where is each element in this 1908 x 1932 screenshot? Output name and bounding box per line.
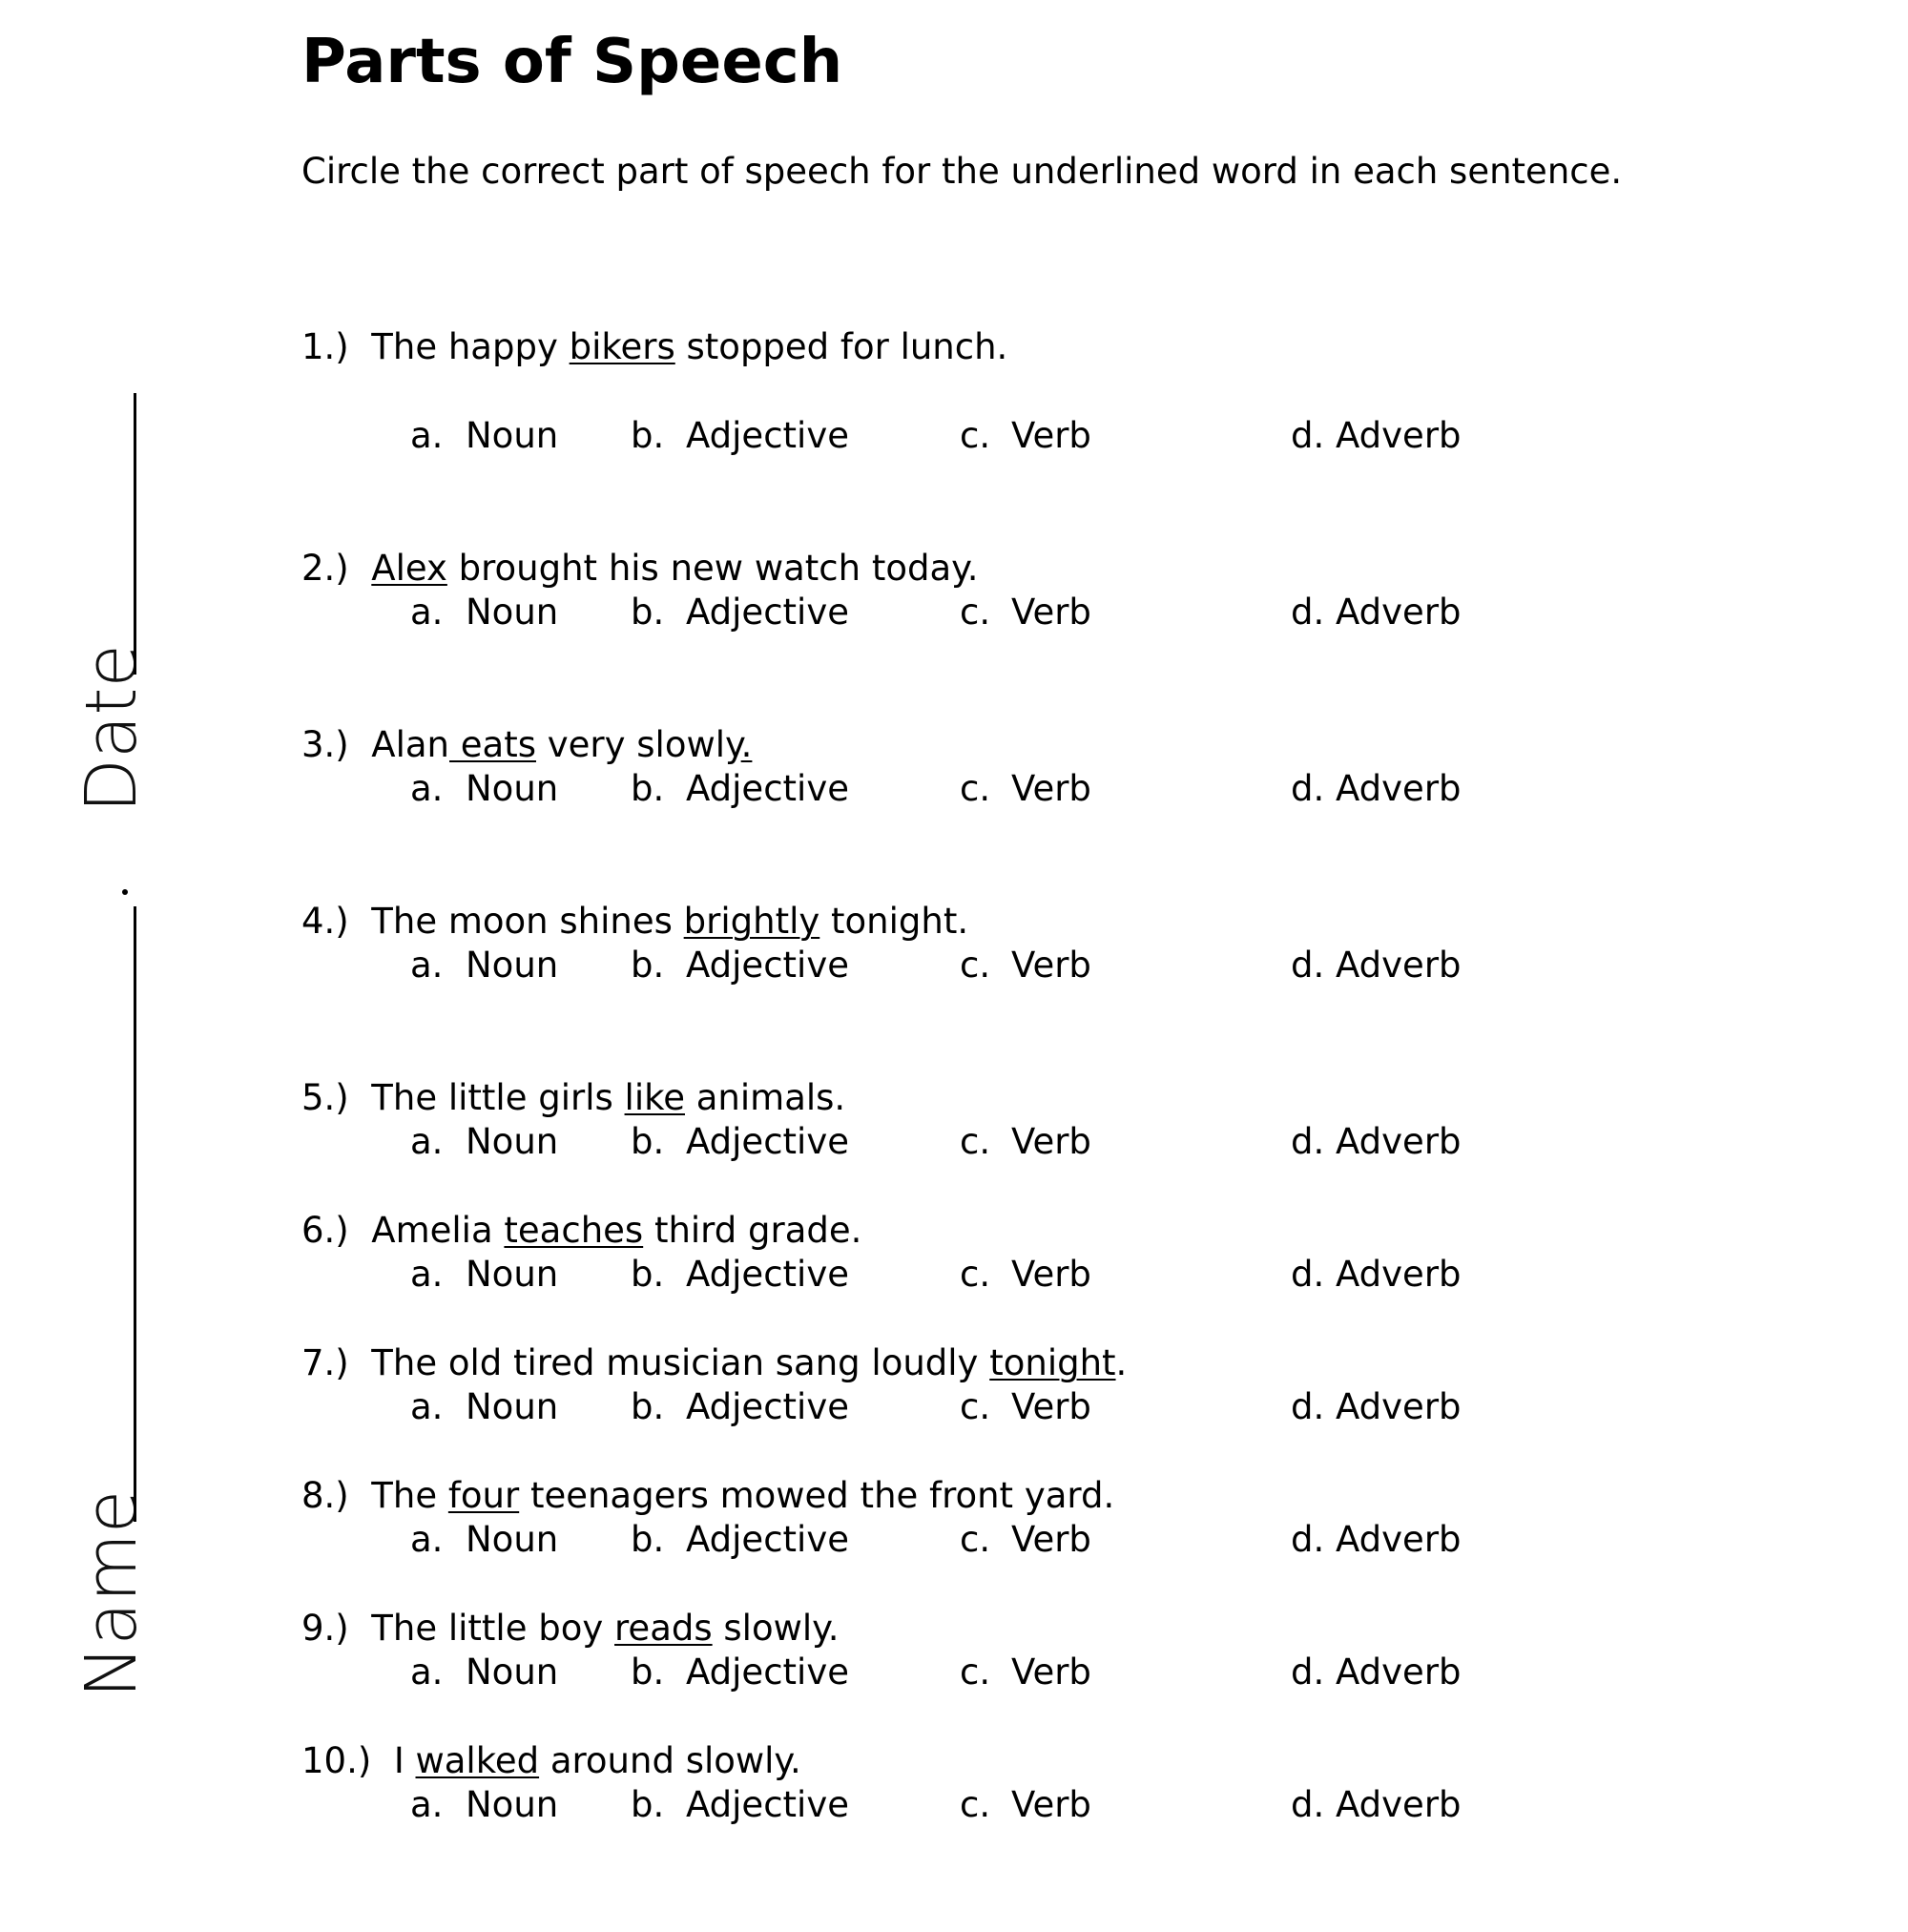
sentence-after: teenagers mowed the front yard. — [519, 1475, 1115, 1516]
underlined-word: eats — [449, 724, 536, 765]
question-number: 8.) — [301, 1475, 349, 1516]
sentence-after: very slowly — [535, 724, 741, 765]
underlined-word: Alex — [371, 548, 447, 589]
sentence-after: . — [1115, 1342, 1128, 1383]
option-c[interactable]: c. Verb — [960, 1784, 1091, 1825]
question-number: 3.) — [301, 724, 349, 765]
option-a[interactable]: a. Noun — [410, 945, 559, 986]
option-d[interactable]: d. Adverb — [1291, 415, 1462, 456]
underlined-word: walked — [415, 1740, 540, 1781]
question-number: 6.) — [301, 1210, 349, 1251]
date-label: Date — [71, 644, 153, 813]
option-d[interactable]: d. Adverb — [1291, 1121, 1462, 1162]
answer-options — [301, 415, 1542, 459]
name-blank-line — [134, 906, 136, 1522]
question-sentence — [301, 1475, 1114, 1516]
question-sentence — [301, 1740, 801, 1781]
question-number: 10.) — [301, 1740, 372, 1781]
option-a[interactable]: a. Noun — [410, 1254, 559, 1295]
sentence-after: brought his new watch today. — [446, 548, 979, 589]
question-3 — [301, 724, 1462, 809]
option-c[interactable]: c. Verb — [960, 592, 1091, 633]
option-a[interactable]: a. Noun — [410, 1121, 559, 1162]
option-d[interactable]: d. Adverb — [1291, 1254, 1462, 1295]
option-c[interactable]: c. Verb — [960, 1386, 1091, 1427]
answer-options — [301, 1519, 1542, 1563]
option-c[interactable]: c. Verb — [960, 945, 1091, 986]
option-c[interactable]: c. Verb — [960, 1652, 1091, 1693]
question-sentence — [301, 548, 979, 589]
sentence-before: I — [393, 1740, 416, 1781]
underlined-word: brightly — [683, 901, 820, 942]
option-b[interactable]: b. Adjective — [631, 1386, 849, 1427]
option-a[interactable]: a. Noun — [410, 1519, 559, 1560]
name-label: Name — [71, 1489, 153, 1698]
sentence-before: The happy — [371, 326, 570, 367]
question-7 — [301, 1342, 1462, 1427]
underlined-period: . — [740, 724, 753, 765]
option-a[interactable]: a. Noun — [410, 1386, 559, 1427]
option-d[interactable]: d. Adverb — [1291, 768, 1462, 809]
option-d[interactable]: d. Adverb — [1291, 592, 1462, 633]
option-a[interactable]: a. Noun — [410, 768, 559, 809]
option-a[interactable]: a. Noun — [410, 1784, 559, 1825]
underlined-word: tonight — [989, 1342, 1116, 1383]
sentence-before: The little girls — [371, 1077, 625, 1118]
sentence-before: The — [371, 1475, 448, 1516]
sentence-before: Amelia — [371, 1210, 505, 1251]
sentence-before: The little boy — [371, 1608, 615, 1649]
option-c[interactable]: c. Verb — [960, 768, 1091, 809]
sentence-after: stopped for lunch. — [674, 326, 1008, 367]
underlined-word: bikers — [569, 326, 675, 367]
answer-options — [301, 592, 1542, 635]
question-number: 7.) — [301, 1342, 349, 1383]
answer-options — [301, 1254, 1542, 1298]
date-blank-line — [134, 393, 136, 675]
option-c[interactable]: c. Verb — [960, 415, 1091, 456]
option-d[interactable]: d. Adverb — [1291, 945, 1462, 986]
question-sentence — [301, 1608, 840, 1649]
option-b[interactable]: b. Adjective — [631, 1254, 849, 1295]
question-8 — [301, 1475, 1462, 1560]
option-d[interactable]: d. Adverb — [1291, 1519, 1462, 1560]
question-sentence — [301, 1210, 861, 1251]
answer-options — [301, 1386, 1542, 1430]
question-sentence — [301, 724, 752, 765]
underlined-word: teaches — [504, 1210, 644, 1251]
worksheet-title: Parts of Speech — [301, 27, 843, 97]
question-2 — [301, 548, 1462, 633]
sentence-before: The old tired musician sang loudly — [371, 1342, 990, 1383]
answer-options — [301, 1784, 1542, 1828]
option-b[interactable]: b. Adjective — [631, 1784, 849, 1825]
question-1 — [301, 326, 1462, 456]
option-b[interactable]: b. Adjective — [631, 1121, 849, 1162]
question-6 — [301, 1210, 1462, 1295]
question-sentence — [301, 1077, 845, 1118]
worksheet-instructions: Circle the correct part of speech for the underlined word in each sentence. — [301, 151, 1623, 192]
sentence-after: animals. — [684, 1077, 846, 1118]
answer-options — [301, 1652, 1542, 1695]
answer-options — [301, 1121, 1542, 1165]
question-10 — [301, 1740, 1462, 1825]
sentence-after: around slowly. — [539, 1740, 801, 1781]
question-9 — [301, 1608, 1462, 1693]
question-number: 2.) — [301, 548, 349, 589]
option-c[interactable]: c. Verb — [960, 1254, 1091, 1295]
option-a[interactable]: a. Noun — [410, 592, 559, 633]
question-sentence — [301, 326, 1007, 367]
question-number: 5.) — [301, 1077, 349, 1118]
sentence-after: slowly. — [712, 1608, 840, 1649]
question-4 — [301, 901, 1462, 986]
option-b[interactable]: b. Adjective — [631, 768, 849, 809]
underlined-word: like — [624, 1077, 685, 1118]
option-b[interactable]: b. Adjective — [631, 1519, 849, 1560]
option-c[interactable]: c. Verb — [960, 1121, 1091, 1162]
option-b[interactable]: b. Adjective — [631, 415, 849, 456]
question-number: 9.) — [301, 1608, 349, 1649]
sentence-after: third grade. — [643, 1210, 862, 1251]
underlined-word: reads — [614, 1608, 713, 1649]
question-5 — [301, 1077, 1462, 1162]
question-sentence — [301, 901, 968, 942]
option-d[interactable]: d. Adverb — [1291, 1652, 1462, 1693]
option-d[interactable]: d. Adverb — [1291, 1784, 1462, 1825]
option-a[interactable]: a. Noun — [410, 1652, 559, 1693]
question-number: 1.) — [301, 326, 349, 367]
answer-options — [301, 768, 1542, 812]
question-sentence — [301, 1342, 1127, 1383]
option-b[interactable]: b. Adjective — [631, 945, 849, 986]
sentence-before: Alan — [371, 724, 449, 765]
option-a[interactable]: a. Noun — [410, 415, 559, 456]
answer-options — [301, 945, 1542, 988]
question-number: 4.) — [301, 901, 349, 942]
option-b[interactable]: b. Adjective — [631, 592, 849, 633]
option-c[interactable]: c. Verb — [960, 1519, 1091, 1560]
underlined-word: four — [447, 1475, 520, 1516]
option-b[interactable]: b. Adjective — [631, 1652, 849, 1693]
sentence-before: The moon shines — [371, 901, 684, 942]
sentence-after: tonight. — [819, 901, 969, 942]
option-d[interactable]: d. Adverb — [1291, 1386, 1462, 1427]
side-dot — [122, 889, 128, 895]
